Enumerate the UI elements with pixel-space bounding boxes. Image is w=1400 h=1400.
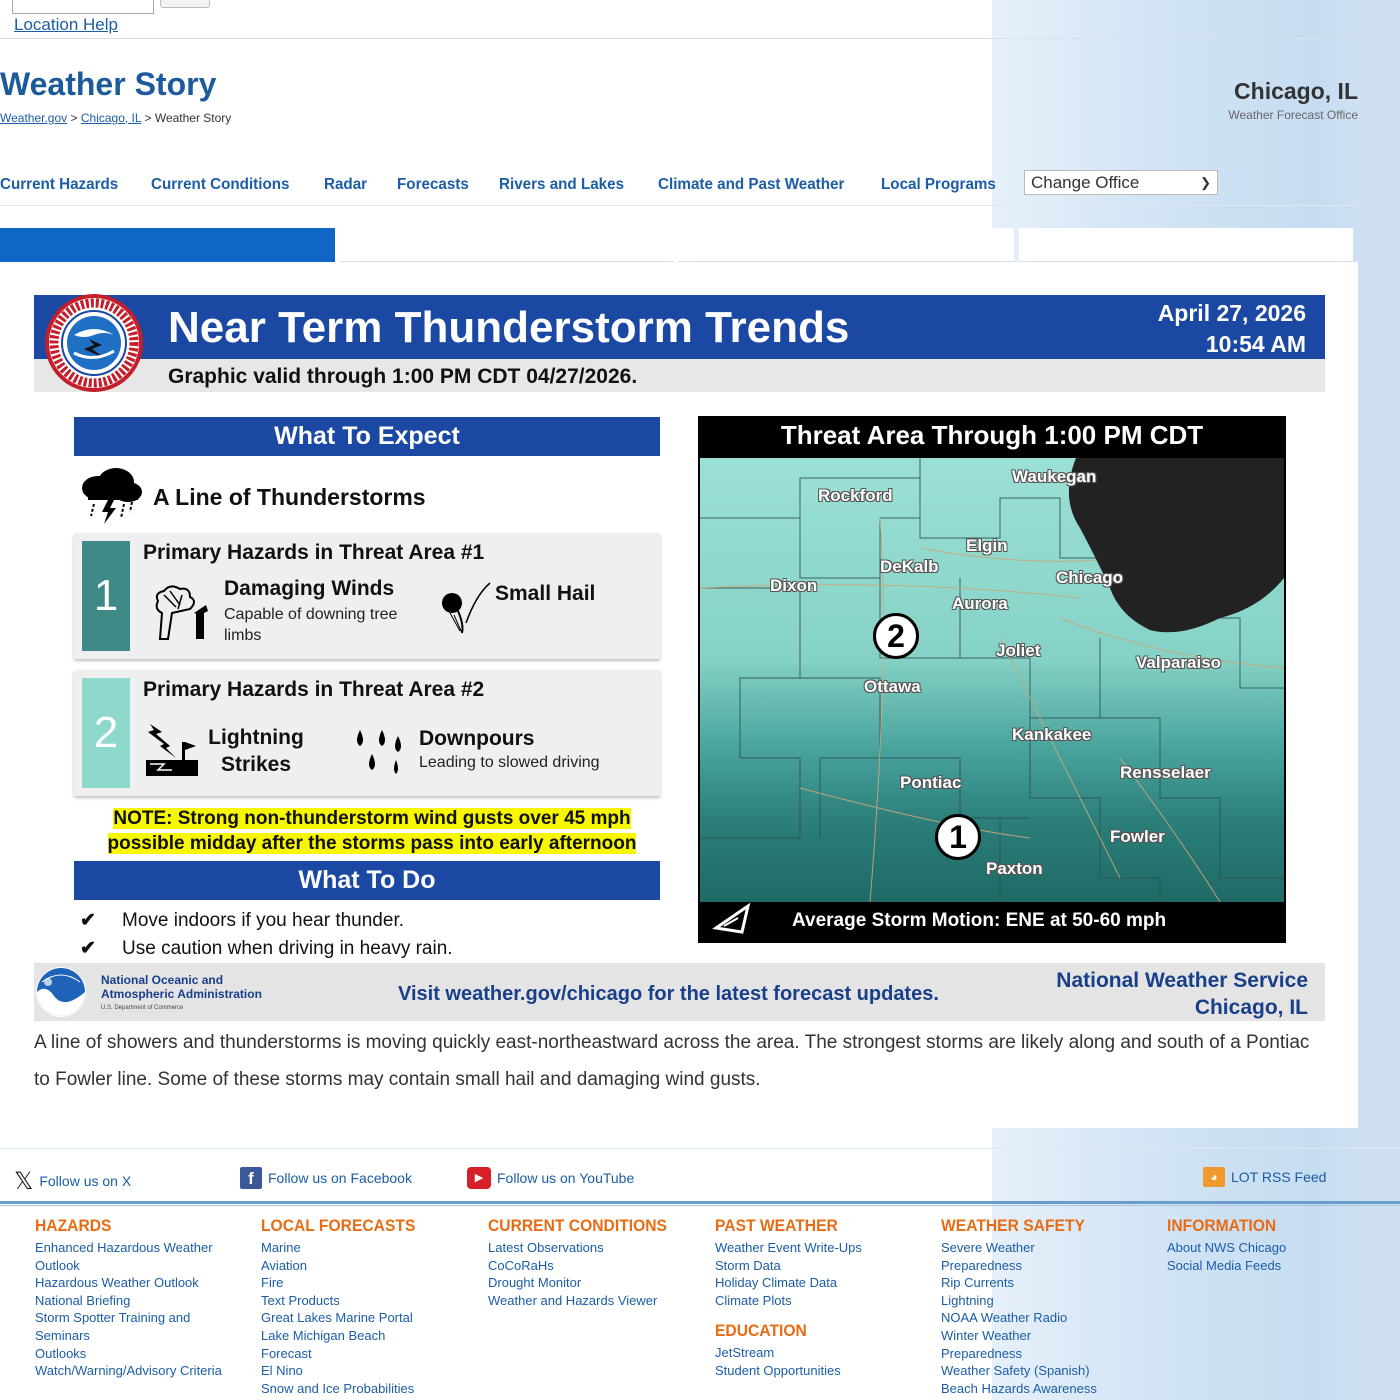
hazard-small-hail-title: Small Hail xyxy=(495,582,596,605)
footer-rule xyxy=(0,1201,1400,1204)
todo-text: Use caution when driving in heavy rain. xyxy=(122,938,453,959)
footer-link[interactable]: NOAA Weather Radio xyxy=(941,1310,1068,1326)
small-hail-icon xyxy=(436,581,492,635)
footer-link[interactable]: Storm Data xyxy=(715,1257,781,1273)
footer-link[interactable]: Lightning xyxy=(941,1292,994,1308)
threat-map-image xyxy=(700,458,1284,902)
storm-motion-text: Average Storm Motion: ENE at 50-60 mph xyxy=(792,910,1167,931)
nav-current-hazards[interactable]: Current Hazards xyxy=(0,176,119,193)
footer-heading: PAST WEATHER xyxy=(715,1216,838,1235)
footer-link[interactable]: Climate Plots xyxy=(715,1292,792,1308)
todo-item xyxy=(80,909,404,932)
hazard-downpours-title: Downpours xyxy=(419,727,535,750)
divider xyxy=(0,205,1358,206)
graphic-title: Near Term Thunderstorm Trends xyxy=(168,303,850,352)
storm-motion-arrow-icon xyxy=(712,902,756,936)
page-title: Weather Story xyxy=(0,66,217,102)
graphic-date xyxy=(1158,298,1306,360)
nav-forecasts[interactable]: Forecasts xyxy=(396,176,469,193)
footer-link[interactable]: Lake Michigan Beach Forecast xyxy=(261,1327,386,1361)
footer-link[interactable]: About NWS Chicago xyxy=(1167,1240,1287,1255)
map-city-fowler: Fowler xyxy=(1110,827,1165,846)
footer-link[interactable]: Marine xyxy=(261,1240,301,1255)
what-to-expect-header: What To Expect xyxy=(74,417,660,456)
footer-link[interactable]: Social Media Feeds xyxy=(1167,1257,1282,1273)
wind-gust-note xyxy=(90,806,654,856)
social-youtube-label: Follow us on YouTube xyxy=(497,1170,635,1186)
thunderstorm-icon xyxy=(76,466,146,526)
nav-current-conditions[interactable]: Current Conditions xyxy=(151,176,290,193)
graphic-visit-text: Visit weather.gov/chicago for the latest forecast updates. xyxy=(398,983,939,1005)
footer-col-past-weather xyxy=(715,1216,937,1380)
chevron-down-icon: ❯ xyxy=(1200,174,1211,190)
map-city-valparaiso: Valparaiso xyxy=(1136,653,1222,672)
rss-feed-label: LOT RSS Feed xyxy=(1231,1169,1327,1185)
footer-heading: HAZARDS xyxy=(35,1216,112,1235)
footer-link[interactable]: CoCoRaHs xyxy=(488,1257,554,1273)
youtube-icon: ▶ xyxy=(467,1167,491,1189)
breadcrumb-home-link[interactable]: Weather.gov xyxy=(0,111,68,125)
graphic-date-day: April 27, 2026 xyxy=(1157,300,1306,326)
noaa-name-line-1: National Oceanic and xyxy=(101,973,224,987)
footer-link[interactable]: Student Opportunities xyxy=(715,1362,841,1378)
social-x-label: Follow us on X xyxy=(39,1173,132,1189)
noaa-name-line-2: Atmospheric Administration xyxy=(101,987,262,1001)
footer-link[interactable]: Hazardous Weather Outlook xyxy=(35,1275,199,1291)
damaging-winds-icon xyxy=(150,583,214,641)
note-line-2: possible midday after the storms pass into early afternoon xyxy=(107,833,637,854)
office-name: Chicago, IL xyxy=(1234,78,1358,104)
rss-feed-link[interactable] xyxy=(1203,1167,1326,1187)
lightning-strikes-icon xyxy=(144,720,200,780)
breadcrumb xyxy=(0,111,231,125)
footer-link[interactable]: Severe Weather Preparedness xyxy=(941,1240,1035,1273)
footer-col-local-forecasts xyxy=(261,1216,483,1397)
divider xyxy=(0,38,1358,39)
todo-item xyxy=(80,937,453,960)
footer-heading: INFORMATION xyxy=(1167,1216,1277,1235)
footer-link[interactable]: Great Lakes Marine Portal xyxy=(261,1310,413,1326)
main-nav xyxy=(0,176,1029,194)
social-facebook-link[interactable] xyxy=(240,1167,412,1189)
footer-link[interactable]: Storm Spotter Training and Seminars xyxy=(35,1310,191,1343)
map-city-paxton: Paxton xyxy=(986,859,1043,878)
footer-heading: CURRENT CONDITIONS xyxy=(488,1216,667,1235)
footer-link[interactable]: Weather and Hazards Viewer xyxy=(488,1292,658,1308)
what-to-do-header: What To Do xyxy=(74,861,660,900)
nws-location-line: Chicago, IL xyxy=(1194,996,1308,1019)
change-office-select[interactable] xyxy=(1024,170,1218,195)
social-x-link[interactable] xyxy=(14,1167,131,1195)
footer-link[interactable]: Weather Event Write-Ups xyxy=(715,1240,862,1255)
map-city-chicago: Chicago xyxy=(1056,568,1124,587)
footer-link[interactable]: Snow and Ice Probabilities xyxy=(261,1380,415,1396)
location-search-input[interactable] xyxy=(12,0,154,14)
threat-area-1-number: 1 xyxy=(82,541,130,651)
footer-link[interactable]: Drought Monitor xyxy=(488,1275,582,1291)
threat-area-1-marker: 1 xyxy=(935,814,981,860)
footer-link[interactable]: Text Products xyxy=(261,1292,340,1308)
map-city-dixon: Dixon xyxy=(770,576,818,595)
tab-2[interactable] xyxy=(340,228,675,262)
breadcrumb-current: Weather Story xyxy=(154,111,232,125)
footer-link[interactable]: National Briefing xyxy=(35,1292,131,1308)
footer-link[interactable]: Holiday Climate Data xyxy=(715,1275,838,1291)
threat-area-1-panel xyxy=(74,533,660,659)
noaa-name xyxy=(101,973,262,1001)
footer-link[interactable]: JetStream xyxy=(715,1345,775,1361)
footer-link[interactable]: Weather Safety (Spanish) xyxy=(941,1363,1090,1379)
map-city-aurora: Aurora xyxy=(952,594,1008,613)
x-icon: 𝕏 xyxy=(14,1167,34,1195)
hazard-damaging-winds-title: Damaging Winds xyxy=(224,577,395,600)
footer-link[interactable]: Aviation xyxy=(261,1257,308,1273)
map-title: Threat Area Through 1:00 PM CDT xyxy=(780,420,1204,450)
footer-link[interactable]: Latest Observations xyxy=(488,1240,604,1255)
nav-climate[interactable]: Climate and Past Weather xyxy=(657,176,845,193)
footer-col-information xyxy=(1167,1216,1357,1274)
threat-area-2-number: 2 xyxy=(82,678,130,788)
threat-map xyxy=(698,416,1286,943)
downpours-icon xyxy=(352,726,408,778)
footer-link[interactable]: Rip Currents xyxy=(941,1275,1014,1291)
note-line-1: NOTE: Strong non-thunderstorm wind gusts over 45 mph xyxy=(113,808,631,829)
page-background-strip xyxy=(1358,0,1400,1400)
graphic-nws-name xyxy=(1056,967,1308,1021)
location-help-link[interactable]: Location Help xyxy=(14,15,118,34)
hazard-damaging-winds-desc: Capable of downing tree limbs xyxy=(224,606,398,644)
footer-link[interactable]: Enhanced Hazardous Weather Outlook xyxy=(35,1240,213,1273)
checkmark-icon: ✔ xyxy=(80,938,96,959)
breadcrumb-separator: > xyxy=(70,111,78,125)
nav-radar[interactable]: Radar xyxy=(324,176,368,193)
graphic-valid-text: Graphic valid through 1:00 PM CDT 04/27/2026. xyxy=(168,365,638,388)
footer-link[interactable]: Winter Weather Preparedness xyxy=(941,1327,1032,1361)
map-city-rensselaer: Rensselaer xyxy=(1120,763,1211,782)
footer-link[interactable]: Watch/Warning/Advisory Criteria xyxy=(35,1363,222,1379)
social-youtube-link[interactable] xyxy=(467,1167,634,1189)
threat-area-2-marker: 2 xyxy=(873,613,919,659)
facebook-icon: f xyxy=(240,1167,262,1189)
footer-link[interactable]: El Nino xyxy=(261,1363,303,1379)
social-facebook-label: Follow us on Facebook xyxy=(268,1170,412,1186)
footer-col-weather-safety xyxy=(941,1216,1163,1397)
rss-icon: ◕ xyxy=(1203,1167,1225,1187)
nav-local-programs[interactable]: Local Programs xyxy=(881,176,996,193)
noaa-logo-icon xyxy=(34,966,88,1018)
map-city-ottawa: Ottawa xyxy=(864,677,921,696)
breadcrumb-office-link[interactable]: Chicago, IL xyxy=(80,111,142,125)
footer-link[interactable]: Outlooks xyxy=(35,1345,87,1361)
story-description: A line of showers and thunderstorms is moving quickly east-northeastward across the area. The strongest storms are likely along and south of a Pontiac to Fowler line. Some of these storms may contain small hail and damaging wind gusts. xyxy=(34,1032,1310,1090)
map-city-pontiac: Pontiac xyxy=(900,773,962,792)
map-city-rockford: Rockford xyxy=(818,486,893,505)
footer-heading: EDUCATION xyxy=(715,1321,807,1341)
map-city-elgin: Elgin xyxy=(966,536,1008,555)
footer-heading: LOCAL FORECASTS xyxy=(261,1216,416,1235)
hazard-downpours-desc: Leading to slowed driving xyxy=(419,754,600,771)
map-city-dekalb: DeKalb xyxy=(880,557,939,576)
divider xyxy=(0,1148,1400,1149)
map-city-joliet: Joliet xyxy=(996,641,1041,660)
footer-rule xyxy=(0,1205,1400,1206)
noaa-department: U.S. Department of Commerce xyxy=(101,1005,184,1011)
hazard-lightning-title: Lightning Strikes xyxy=(208,726,304,776)
footer-link[interactable]: Beach Hazards Awareness xyxy=(941,1380,1097,1396)
footer-heading: WEATHER SAFETY xyxy=(941,1216,1085,1235)
tab-3[interactable] xyxy=(679,228,1014,262)
graphic-date-time: 10:54 AM xyxy=(1205,331,1306,357)
footer-col-hazards xyxy=(35,1216,257,1380)
map-city-waukegan: Waukegan xyxy=(1012,467,1097,486)
checkmark-icon: ✔ xyxy=(80,910,96,931)
footer-col-current-conditions xyxy=(488,1216,710,1309)
threat-area-1-title: Primary Hazards in Threat Area #1 xyxy=(143,541,485,564)
location-go-button[interactable] xyxy=(160,0,210,8)
nws-name-line: National Weather Service xyxy=(1056,969,1308,992)
tab-1[interactable] xyxy=(0,228,335,262)
story-tabs xyxy=(0,228,1358,262)
nav-rivers-lakes[interactable]: Rivers and Lakes xyxy=(499,176,625,193)
breadcrumb-separator: > xyxy=(144,111,152,125)
footer-link[interactable]: Fire xyxy=(261,1275,284,1291)
expect-summary: A Line of Thunderstorms xyxy=(153,484,426,510)
nws-logo-icon xyxy=(44,293,144,393)
threat-area-2-title: Primary Hazards in Threat Area #2 xyxy=(143,678,485,701)
tab-4[interactable] xyxy=(1019,228,1354,262)
office-subtitle: Weather Forecast Office xyxy=(1228,108,1358,122)
map-city-kankakee: Kankakee xyxy=(1012,725,1092,744)
todo-text: Move indoors if you hear thunder. xyxy=(122,910,405,931)
threat-area-2-panel xyxy=(74,670,660,796)
change-office-value: Change Office xyxy=(1031,172,1140,192)
